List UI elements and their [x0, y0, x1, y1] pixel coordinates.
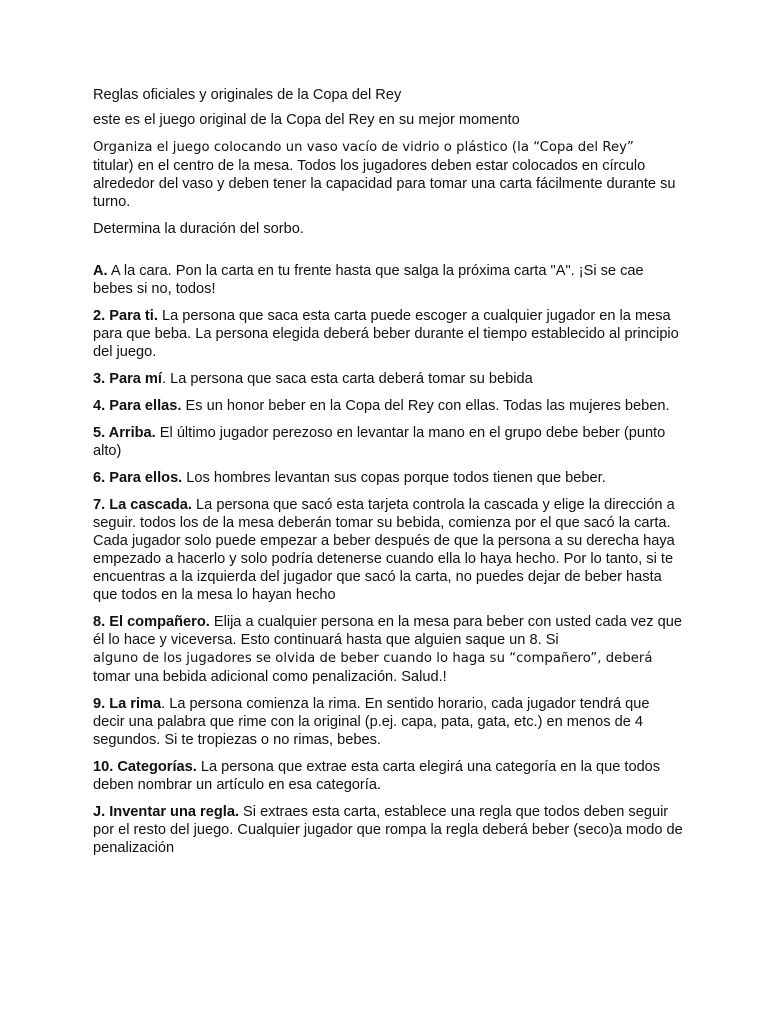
- rule-j: [93, 803, 683, 857]
- rule-title: 7. La cascada.: [93, 497, 192, 513]
- rule-6: [93, 469, 683, 487]
- rule-text: La persona que saca esta carta puede escoger a cualquier jugador en la mesa para que beba. La persona elegida deberá beber durante el tiempo establecido al principio del juego.: [93, 308, 679, 360]
- rule-2: [93, 307, 683, 361]
- rule-title: 2. Para ti.: [93, 308, 158, 324]
- rule-text: . La persona comienza la rima. En sentido horario, cada jugador tendrá que decir una palabra que rime con la original (p.ej. capa, pata, gata, etc.) en menos de 4 segundos. Si te tropiezas o no rimas, bebes.: [93, 696, 650, 748]
- document-title: Reglas oficiales y originales de la Copa del Rey: [93, 87, 402, 103]
- sip-duration-text: Determina la duración del sorbo.: [93, 221, 304, 237]
- document-page: [93, 86, 683, 866]
- rule-title: 10. Categorías.: [93, 759, 197, 775]
- rule-9: [93, 695, 683, 749]
- rule-title: 9. La rima: [93, 696, 162, 712]
- rule-text: Elija a cualquier persona en la mesa para beber con usted cada vez que él lo hace y viceversa. Esto continuará hasta que alguien saque un 8. Si: [93, 614, 682, 648]
- intro-alt-text: Organiza el juego colocando un vaso vacío de vidrio o plástico (la “Copa del Rey”: [93, 140, 634, 155]
- rule-text: . La persona que saca esta carta deberá tomar su bebida: [161, 371, 533, 387]
- rule-alt-text: alguno de los jugadores se olvida de beber cuando lo haga su “compañero”, deberá: [93, 651, 653, 666]
- document-subtitle: este es el juego original de la Copa del Rey en su mejor momento: [93, 112, 520, 128]
- rule-text: La persona que sacó esta tarjeta controla la cascada y elige la dirección a seguir. todos los de la mesa deberán tomar su bebida, comienza por el que sacó la carta. Cada jugador solo puede empezar a beber después de que la persona a su derecha haya empezado a hacerlo y solo podría detenerse cuando ella lo haya hecho. Por lo tanto, si te encuentras a la izquierda del jugador que sacó la carta, no puedes dejar de beber hasta que todos en la mesa lo hayan hecho: [93, 497, 675, 603]
- rule-title: 5. Arriba.: [93, 425, 156, 441]
- rule-4: [93, 397, 683, 415]
- rule-text: El último jugador perezoso en levantar la mano en el grupo debe beber (punto alto): [93, 425, 666, 459]
- rule-title: 6. Para ellos.: [93, 470, 183, 486]
- rule-text: A la cara. Pon la carta en tu frente hasta que salga la próxima carta "A". ¡Si se cae bebes si no, todos!: [93, 263, 644, 297]
- rule-text: Es un honor beber en la Copa del Rey con ellas. Todas las mujeres beben.: [181, 398, 670, 414]
- rule-text: La persona que extrae esta carta elegirá una categoría en la que todos deben nombrar un artículo en esa categoría.: [93, 759, 661, 793]
- rule-rest-text: tomar una bebida adicional como penalización. Salud.!: [93, 669, 447, 685]
- rule-8: [93, 613, 683, 686]
- rule-10: [93, 758, 683, 794]
- rule-title: 8. El compañero.: [93, 614, 210, 630]
- intro-rest-text: titular) en el centro de la mesa. Todos los jugadores deben estar colocados en círculo alrededor del vaso y deben tener la capacidad para tomar una carta fácilmente durante su turno.: [93, 158, 676, 210]
- rule-7: [93, 496, 683, 604]
- rule-title: J. Inventar una regla.: [93, 804, 239, 820]
- rule-text: Los hombres levantan sus copas porque todos tienen que beber.: [182, 470, 606, 486]
- rule-5: [93, 424, 683, 460]
- rule-title: 4. Para ellas.: [93, 398, 182, 414]
- rule-title: A.: [93, 263, 108, 279]
- intro-paragraph: [93, 138, 683, 211]
- rule-a: [93, 262, 683, 298]
- rule-title: 3. Para mí: [93, 371, 162, 387]
- rule-3: [93, 370, 683, 388]
- rule-text: Si extraes esta carta, establece una regla que todos deben seguir por el resto del juego. Cualquier jugador que rompa la regla deberá beber (seco)a modo de penalización: [93, 804, 683, 856]
